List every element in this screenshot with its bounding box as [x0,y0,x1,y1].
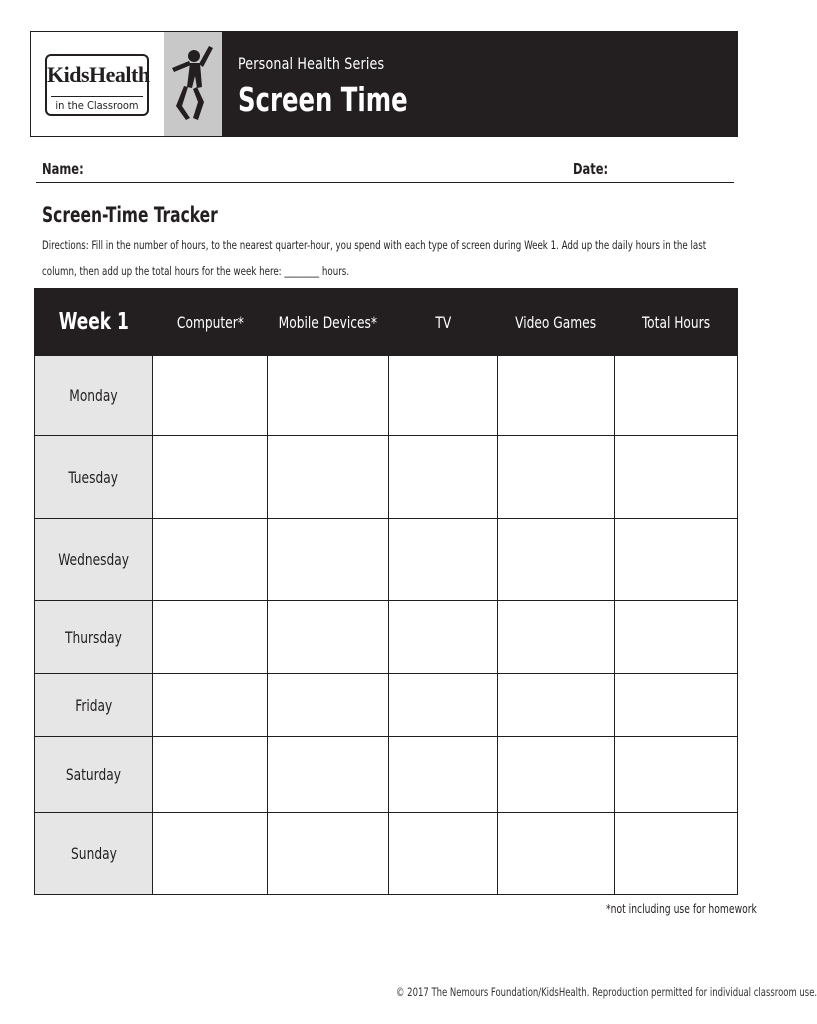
input-cell[interactable] [615,813,738,895]
copyright-notice: © 2017 The Nemours Foundation/KidsHealth. Reproduction permitted for individual classroom use. [396,985,817,999]
input-cell[interactable] [498,356,615,436]
table-row [35,674,738,737]
name-date-line[interactable] [36,182,734,183]
input-cell[interactable] [498,813,615,895]
input-cell[interactable] [268,356,389,436]
input-cell[interactable] [615,674,738,737]
table-row [35,601,738,674]
column-header: TV [389,289,498,356]
input-cell[interactable] [389,674,498,737]
input-cell[interactable] [268,674,389,737]
input-cell[interactable] [615,601,738,674]
kidshealth-logo [45,54,149,116]
week-header: Week 1 [35,289,153,356]
day-label: Saturday [35,737,153,813]
name-label: Name: [42,160,84,178]
input-cell[interactable] [268,436,389,519]
column-header: Total Hours [615,289,738,356]
input-cell[interactable] [615,356,738,436]
input-cell[interactable] [153,519,268,601]
input-cell[interactable] [389,737,498,813]
day-label: Thursday [35,601,153,674]
input-cell[interactable] [389,436,498,519]
day-label: Monday [35,356,153,436]
table-row [35,436,738,519]
jumping-figure-icon [164,31,222,137]
input-cell[interactable] [498,737,615,813]
column-header: Computer* [153,289,268,356]
table-row [35,813,738,895]
input-cell[interactable] [153,601,268,674]
series-label: Personal Health Series [238,54,385,73]
page-title: Screen Time [238,80,408,119]
table-row [35,356,738,436]
footnote: *not including use for homework [606,901,757,916]
input-cell[interactable] [389,519,498,601]
input-cell[interactable] [615,737,738,813]
table-header-row [35,289,738,356]
input-cell[interactable] [268,813,389,895]
input-cell[interactable] [389,601,498,674]
section-title: Screen-Time Tracker [42,203,218,227]
logo-main-text: KidsHealth [47,62,150,87]
input-cell[interactable] [615,436,738,519]
input-cell[interactable] [498,674,615,737]
day-label: Wednesday [35,519,153,601]
input-cell[interactable] [498,519,615,601]
input-cell[interactable] [153,737,268,813]
directions-text: Directions: Fill in the number of hours, to the nearest quarter-hour, you spend with each type of screen during Week 1. Add up the daily hours in the last column, then add up the total hours for the week here: ________ hours. [42,238,707,278]
input-cell[interactable] [268,519,389,601]
day-label: Friday [35,674,153,737]
day-label: Sunday [35,813,153,895]
input-cell[interactable] [389,356,498,436]
logo-sub-text: in the Classroom [51,96,143,112]
input-cell[interactable] [498,436,615,519]
input-cell[interactable] [498,601,615,674]
screen-time-table [34,288,738,895]
input-cell[interactable] [153,356,268,436]
table-row [35,519,738,601]
input-cell[interactable] [153,813,268,895]
input-cell[interactable] [389,813,498,895]
column-header: Mobile Devices* [268,289,389,356]
input-cell[interactable] [268,601,389,674]
table-row [35,737,738,813]
column-header: Video Games [498,289,615,356]
input-cell[interactable] [153,436,268,519]
input-cell[interactable] [615,519,738,601]
input-cell[interactable] [153,674,268,737]
day-label: Tuesday [35,436,153,519]
date-label: Date: [573,160,609,178]
input-cell[interactable] [268,737,389,813]
logo-panel [30,31,164,137]
